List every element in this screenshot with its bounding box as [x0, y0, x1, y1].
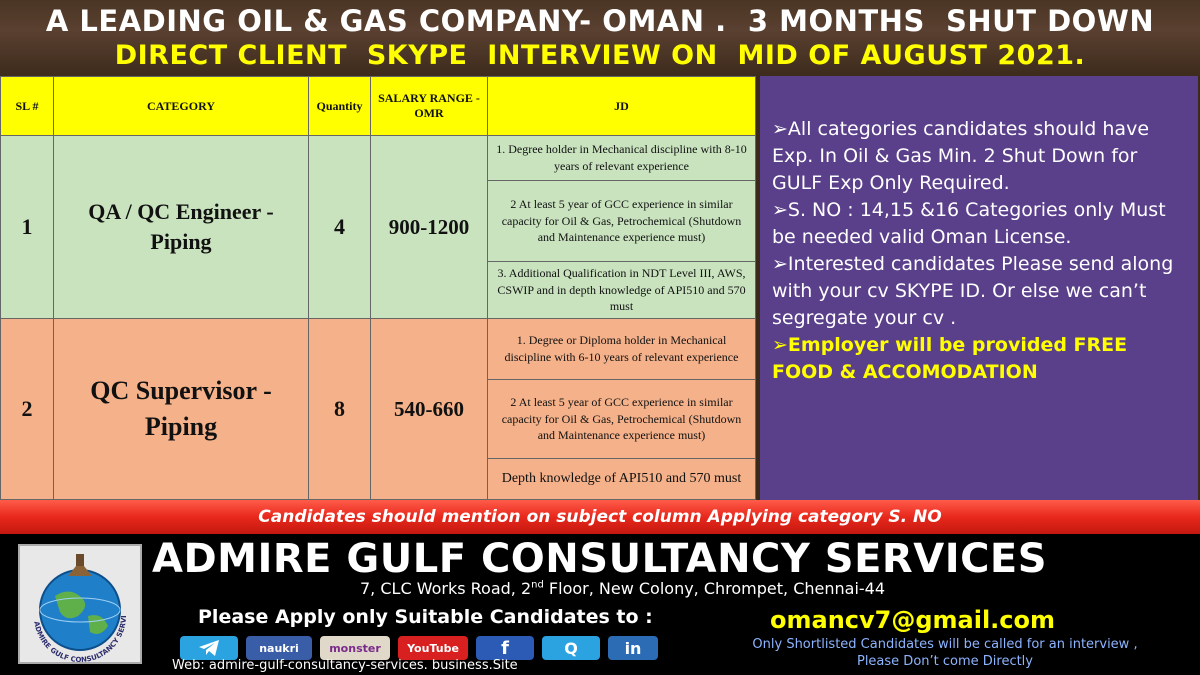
info-highlight: ➢Employer will be provided FREE FOOD & ACCOMODATION [772, 334, 1128, 383]
row2-jd-1: 1. Degree or Diploma holder in Mechanical discipline with 6-10 years of relevant experience [487, 318, 756, 380]
row1-salary: 900-1200 [370, 135, 488, 319]
row2-jd-3: Depth knowledge of API510 and 570 must [487, 458, 756, 500]
facebook-icon[interactable]: f [476, 636, 534, 660]
row2-jd-2: 2 At least 5 year of GCC experience in similar capacity for Oil & Gas, Petrochemical (Shutdown and Maintenance experience must) [487, 379, 756, 459]
footer [0, 534, 1200, 675]
shortlist-note: Only Shortlisted Candidates will be called for an interview , Please Don’t come Directly [752, 637, 1138, 669]
company-address: 7, CLC Works Road, 2nd Floor, New Colony, Chrompet, Chennai-44 [360, 579, 886, 598]
row1-quantity: 4 [308, 135, 371, 319]
header-jd: JD [487, 76, 756, 136]
header-quantity: Quantity [308, 76, 371, 136]
row2-quantity: 8 [308, 318, 371, 500]
header-sl: SL # [0, 76, 54, 136]
header-category: CATEGORY [53, 76, 309, 136]
apply-text: Please Apply only Suitable Candidates to : [198, 606, 653, 628]
monster-icon[interactable]: monster [320, 636, 390, 660]
contact-email[interactable]: omancv7@gmail.com [770, 606, 1056, 634]
row1-jd-1: 1. Degree holder in Mechanical discipline with 8-10 years of relevant experience [487, 135, 756, 181]
headline: A LEADING OIL & GAS COMPANY- OMAN . 3 MONTHS SHUT DOWN [45, 4, 1155, 38]
globe-icon [20, 546, 140, 662]
info-point-1: ➢All categories candidates should have Exp. In Oil & Gas Min. 2 Shut Down for GULF Exp Only Required. [772, 118, 1150, 194]
row1-jd-2: 2 At least 5 year of GCC experience in similar capacity for Oil & Gas, Petrochemical (Shutdown and Maintenance experience must) [487, 180, 756, 262]
row1-category: QA / QC Engineer - Piping [53, 135, 309, 319]
row1-jd-3: 3. Additional Qualification in NDT Level III, AWS, CSWIP and in depth knowledge of API510 and 570 must [487, 261, 756, 319]
youtube-icon[interactable]: YouTube [398, 636, 468, 660]
company-name: ADMIRE GULF CONSULTANCY SERVICES [152, 536, 1048, 582]
row1-sl: 1 [0, 135, 54, 319]
subheadline: DIRECT CLIENT SKYPE INTERVIEW ON MID OF AUGUST 2021. [114, 40, 1086, 71]
telegram-icon[interactable] [180, 636, 238, 660]
logo-text: ADMIRE GULF CONSULTANCY SERVI [32, 615, 129, 662]
notice-bar: Candidates should mention on subject column Applying category S. NO [0, 500, 1200, 534]
website-link[interactable]: Web: admire-gulf-consultancy-services. business.Site [172, 658, 518, 673]
row2-salary: 540-660 [370, 318, 488, 500]
header-salary: SALARY RANGE - OMR [370, 76, 488, 136]
company-logo [18, 544, 142, 664]
info-panel [760, 76, 1198, 500]
linkedin-icon[interactable]: in [608, 636, 658, 660]
row2-sl: 2 [0, 318, 54, 500]
info-point-2: ➢S. NO : 14,15 &16 Categories only Must be needed valid Oman License. [772, 199, 1166, 248]
search-icon[interactable]: Q [542, 636, 600, 660]
naukri-icon[interactable]: naukri [246, 636, 312, 660]
row2-category: QC Supervisor - Piping [53, 318, 309, 500]
info-point-3: ➢Interested candidates Please send along with your cv SKYPE ID. Or else we can’t segregate your cv . [772, 253, 1174, 329]
jobs-table [0, 76, 756, 500]
header-banner [0, 0, 1200, 76]
